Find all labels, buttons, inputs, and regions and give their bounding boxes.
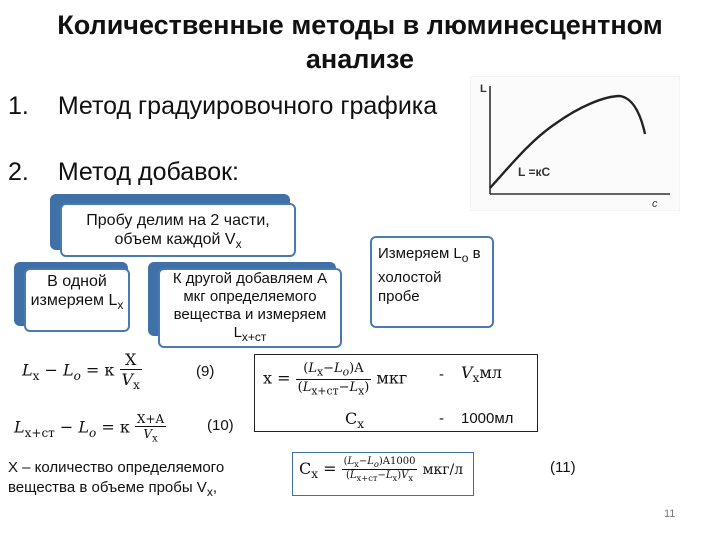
blank-sample-sub: o (461, 251, 469, 265)
blank-sample-rest: в холостой пробе (378, 245, 481, 305)
x-definition-note (8, 458, 248, 502)
split-sample-sub: x (235, 237, 242, 252)
x-definition-end: , (212, 479, 217, 496)
dash-2: - (439, 410, 444, 427)
method-2-number: 2. (8, 158, 29, 186)
y-axis-label: L (480, 83, 487, 95)
equation-10: $L_{x+ст} - L_o = к$ $\frac{X+A}{V_x}$ (14, 412, 165, 445)
add-standard-sub: x+ст (241, 330, 267, 344)
calibration-graph (470, 76, 680, 211)
split-sample-text: Пробу делим на 2 части, объем каждой V (86, 212, 270, 248)
calibration-graph-svg (470, 76, 680, 211)
x-axis-label: c (652, 198, 658, 210)
method-2-label: Метод добавок: (57, 158, 239, 186)
equation-11-label: (11) (550, 459, 576, 476)
blank-sample-text: Измеряем L (378, 245, 462, 262)
method-2 (8, 158, 239, 187)
x-formula: x = $\frac{(L_x-L_o)A}{(L_{x+ст}-L_x)}$ мкг (263, 361, 408, 398)
measure-lx-sub: x (117, 298, 124, 313)
page-title: Количественные методы в люминесцентном анализе (57, 10, 663, 74)
add-standard-text: К другой добавляем А мкг определяемого вещества и измеряем L (172, 270, 328, 341)
equation-9-label: (9) (196, 363, 215, 380)
x-definition-text: Х – количество определяемого вещества в объеме пробы V (8, 459, 225, 496)
method-1-label: Метод градуировочного графика (57, 92, 438, 120)
measure-lx-box (24, 268, 130, 332)
page-number: 11 (664, 508, 676, 520)
vx-ml: $V_xмл$ (461, 363, 502, 386)
equation-11-box (292, 452, 474, 496)
graph-annotation: L =кC (518, 165, 551, 179)
vx-ml-unit: мл (479, 363, 502, 382)
method-1-number: 1. (8, 92, 29, 120)
ml-1000: 1000мл (461, 410, 514, 427)
x-definition-sub: x (206, 485, 213, 499)
dash-1: - (439, 366, 444, 383)
x-formula-unit: мкг (376, 368, 408, 388)
add-standard-box (158, 268, 342, 348)
equation-11-unit: мкг/л (422, 462, 464, 478)
method-1 (8, 92, 437, 121)
blank-sample-box (370, 236, 494, 328)
equation-9: $L_x - L_o = к$ $\frac{X}{V_x}$ (22, 350, 140, 393)
split-sample-box (60, 203, 296, 257)
measure-lx-text: В одной измеряем L (30, 273, 118, 309)
equation-10-label: (10) (207, 417, 234, 434)
cx-symbol: $C_x$ (345, 409, 365, 432)
result-formula-box (254, 354, 538, 432)
equation-11: $C_x$ = $\frac{(L_x-L_o)A1000}{(L_{x+ст}-L_x)V_x}$ мкг/л (299, 456, 464, 483)
